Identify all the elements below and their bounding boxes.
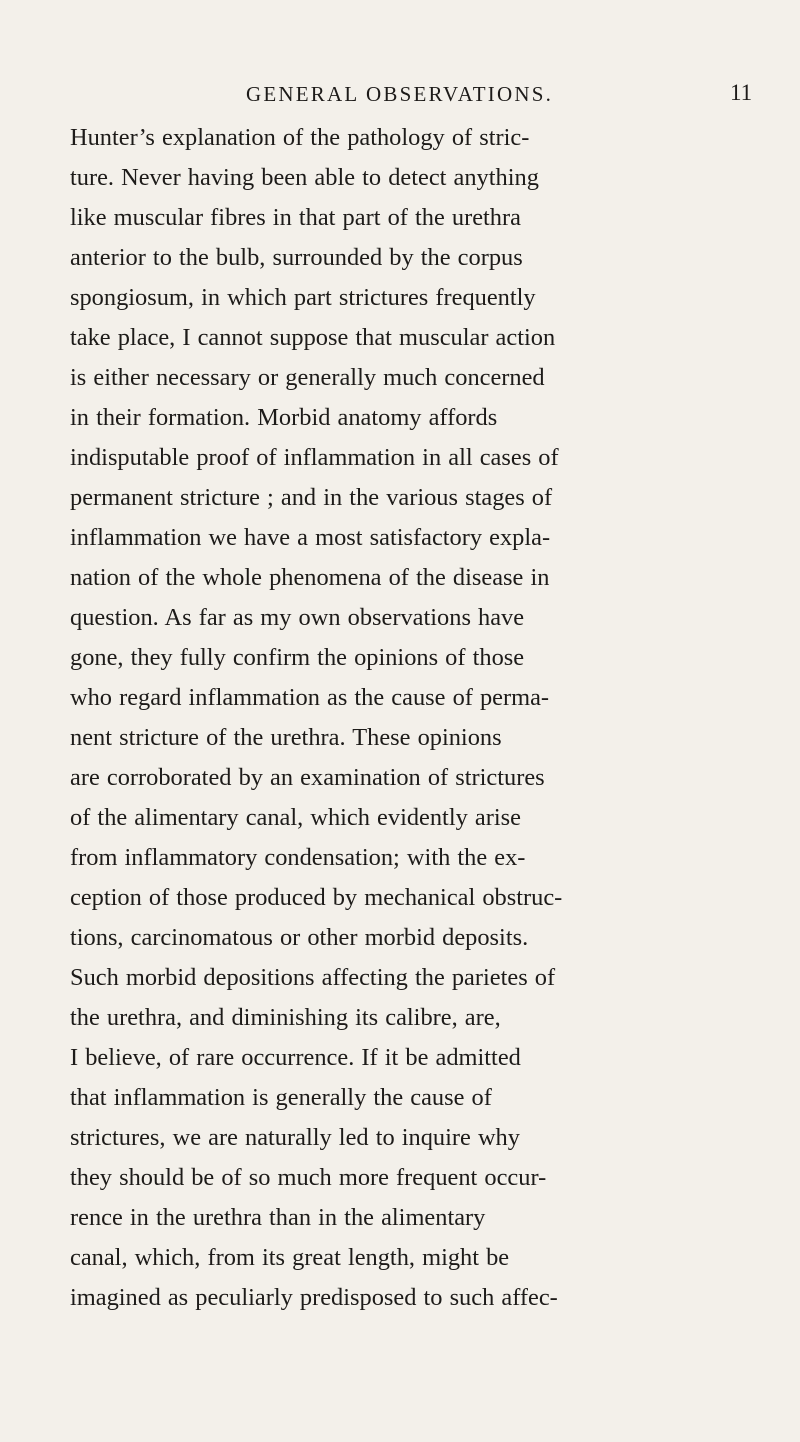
text-line: rence in the urethra than in the alimentary [70, 1204, 486, 1231]
text-line: from inflammatory condensation; with the ex- [70, 844, 526, 871]
text-line: that inflammation is generally the cause of [70, 1084, 492, 1111]
text-line: spongiosum, in which part strictures frequently [70, 284, 536, 311]
text-line: imagined as peculiarly predisposed to such affec- [70, 1284, 558, 1311]
text-line: Hunter’s explanation of the pathology of stric- [70, 124, 530, 151]
page-number: 11 [730, 80, 753, 105]
text-line: I believe, of rare occurrence. If it be admitted [70, 1044, 521, 1071]
text-line: permanent stricture ; and in the various stages of [70, 484, 553, 511]
running-head: GENERAL OBSERVATIONS. [246, 82, 554, 106]
text-line: nation of the whole phenomena of the disease in [70, 564, 550, 591]
text-line: Such morbid depositions affecting the parietes of [70, 964, 556, 991]
text-line: take place, I cannot suppose that muscular action [70, 324, 556, 351]
text-line: canal, which, from its great length, might be [70, 1244, 510, 1271]
text-line: are corroborated by an examination of strictures [70, 764, 545, 791]
text-line: in their formation. Morbid anatomy affords [70, 404, 498, 431]
text-line: like muscular fibres in that part of the urethra [70, 204, 521, 231]
text-line: nent stricture of the urethra. These opinions [70, 724, 502, 751]
text-line: they should be of so much more frequent occur- [70, 1164, 547, 1191]
text-line: is either necessary or generally much concerned [70, 364, 545, 391]
text-line: tions, carcinomatous or other morbid deposits. [70, 924, 529, 951]
text-line: inflammation we have a most satisfactory expla- [70, 524, 551, 551]
text-line: anterior to the bulb, surrounded by the corpus [70, 244, 523, 271]
text-line: ception of those produced by mechanical obstruc- [70, 884, 563, 911]
text-line: ture. Never having been able to detect anything [70, 164, 539, 191]
text-line: who regard inflammation as the cause of perma- [70, 684, 550, 711]
text-line: question. As far as my own observations have [70, 604, 525, 631]
text-line: gone, they fully confirm the opinions of those [70, 644, 525, 671]
text-line: strictures, we are naturally led to inquire why [70, 1124, 520, 1151]
text-line: indisputable proof of inflammation in all cases of [70, 444, 559, 471]
text-line: of the alimentary canal, which evidently arise [70, 804, 521, 831]
text-line: the urethra, and diminishing its calibre, are, [70, 1004, 501, 1031]
